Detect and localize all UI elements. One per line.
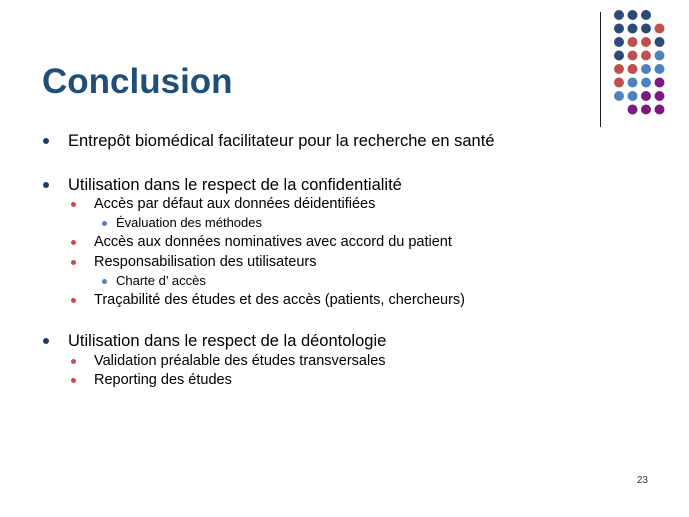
bullet-icon <box>71 240 76 245</box>
bullet-icon <box>43 338 49 344</box>
bullet-text: Validation préalable des études transversales <box>94 353 386 369</box>
bullet-icon <box>71 378 76 383</box>
bullet-icon <box>43 182 49 188</box>
bullet-text: Reporting des études <box>94 372 232 388</box>
bullet-icon <box>71 359 76 364</box>
bullet-item <box>94 232 452 252</box>
bullet-item <box>94 252 316 272</box>
bullet-icon <box>102 279 107 284</box>
bullet-item <box>94 351 386 371</box>
bullet-text: Traçabilité des études et des accès (patients, chercheurs) <box>94 292 466 308</box>
bullet-icon <box>71 298 76 303</box>
bullet-icon <box>102 221 107 226</box>
bullet-text: Évaluation des méthodes <box>116 215 262 230</box>
bullet-item <box>94 194 375 214</box>
slide-title: Conclusion <box>42 62 233 101</box>
bullet-icon <box>71 202 76 207</box>
bullet-item <box>116 271 206 291</box>
bullet-text: Utilisation dans le respect de la confidentialité <box>68 176 402 194</box>
bullet-item <box>68 175 402 195</box>
bullet-text: Charte d’ accès <box>116 273 206 288</box>
decorative-divider <box>600 12 601 127</box>
bullet-icon <box>43 138 49 144</box>
bullet-item <box>94 290 465 310</box>
decorative-dot-grid-icon <box>612 8 682 130</box>
bullet-text: Entrepôt biomédical facilitateur pour la recherche en santé <box>68 132 495 150</box>
bullet-item <box>94 370 232 390</box>
bullet-text: Accès par défaut aux données déidentifiées <box>94 196 376 212</box>
bullet-icon <box>71 260 76 265</box>
bullet-text: Accès aux données nominatives avec accord du patient <box>94 234 452 250</box>
bullet-text: Utilisation dans le respect de la déontologie <box>68 332 387 350</box>
bullet-text: Responsabilisation des utilisateurs <box>94 254 317 270</box>
bullet-item <box>116 213 262 233</box>
page-number: 23 <box>636 475 648 486</box>
bullet-item <box>68 331 386 351</box>
bullet-item <box>68 131 495 151</box>
